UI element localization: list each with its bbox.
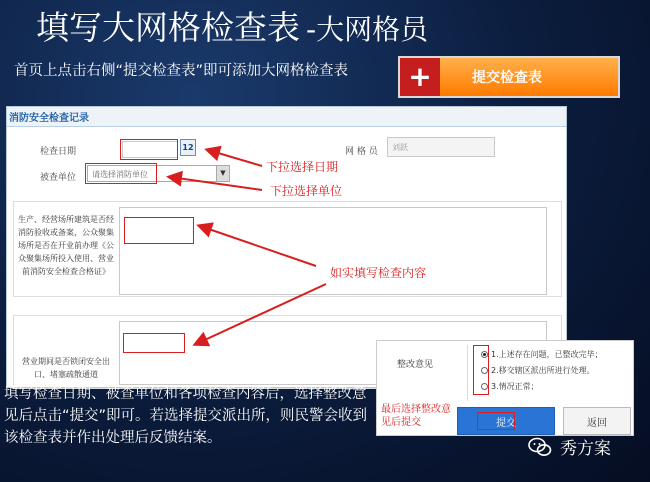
date-arrow xyxy=(208,150,262,166)
form-title: 消防安全检查记录 xyxy=(9,113,89,124)
rectify-option-1-label: 1.上述存在问题，已整改完毕； xyxy=(491,350,603,359)
rectify-option-2[interactable] xyxy=(481,365,595,376)
dropdown-arrow-icon[interactable]: ▼ xyxy=(216,166,229,181)
intro-text: 首页上点击右侧“提交检查表”即可添加大网格检查表 xyxy=(14,63,349,79)
unit-placeholder: 请选择消防单位 xyxy=(92,170,148,179)
unit-arrow xyxy=(170,177,262,190)
unit-label: 被查单位 xyxy=(40,173,77,183)
logo-text: 秀方案 xyxy=(560,439,611,459)
grid-member-label: 网 格 员 xyxy=(345,147,378,157)
content-arrow-1 xyxy=(200,226,316,266)
title-main: 填写大网格检查表 xyxy=(36,8,300,47)
wechat-icon xyxy=(528,437,552,457)
content-annotation: 如实填写检查内容 xyxy=(330,266,427,280)
question1-text: 生产、经营场所建筑是否经消防验收或备案，公众聚集场所是否在开业前办理《公众聚集场所投入使用、营业前消防安全检查合格证》 xyxy=(18,215,114,276)
content-arrow-2 xyxy=(196,284,326,344)
calendar-icon[interactable]: 12 xyxy=(180,139,196,156)
submit-highlight xyxy=(477,412,515,430)
date-label: 检查日期 xyxy=(40,147,77,157)
rectify-option-3-label: 3.情况正常； xyxy=(491,382,539,391)
grid-member-value: 刘跃 xyxy=(392,143,408,152)
unit-annotation: 下拉选择单位 xyxy=(270,184,343,198)
rectify-label: 整改意见 xyxy=(397,360,434,370)
rectify-option-1[interactable] xyxy=(481,349,603,360)
rectify-option-3[interactable] xyxy=(481,381,539,392)
submit-button[interactable]: 提交 xyxy=(457,407,555,435)
plus-icon: + xyxy=(400,58,440,96)
panel-divider xyxy=(467,345,468,401)
rectify-panel xyxy=(376,340,634,436)
date-annotation: 下拉选择日期 xyxy=(266,160,339,174)
question2-text: 营业期间是否锁闭安全出口、堵塞疏散通道 xyxy=(22,357,110,379)
rectify-option-2-label: 2.移交辖区派出所进行处理。 xyxy=(491,366,595,375)
logo xyxy=(528,434,611,459)
bottom-instructions: 填写检查日期、被查单位和各项检查内容后，选择整改意见后点击“提交”即可。若选择提交派出所，则民警会收到该检查表并作出处理后反馈结案。 xyxy=(4,386,368,446)
submit-checklist-label: 提交检查表 xyxy=(472,70,542,86)
title-sub: -大网格员 xyxy=(306,13,429,46)
rectify-annotation: 最后选择整改意见后提交 xyxy=(381,404,451,428)
back-button[interactable]: 返回 xyxy=(563,407,631,435)
rectify-highlight xyxy=(473,345,489,395)
